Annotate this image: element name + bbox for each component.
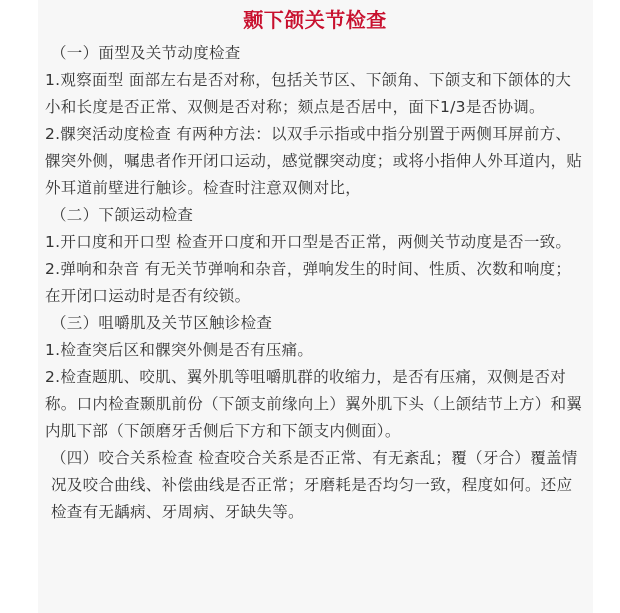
article (45, 0, 585, 526)
paragraph-occlusion-check: （四）咬合关系检查 检查咬合关系是否正常、有无紊乱；覆（牙合）覆盖情况及咬合曲线、补偿曲线是否正常；牙磨耗是否均匀一致，程度如何。还应检查有无龋病、牙周病、牙缺失等。 (51, 449, 578, 521)
section-heading-palpation: （三）咀嚼肌及关节区触诊检查 (51, 314, 273, 332)
article-title: 颞下颌关节检查 (243, 8, 387, 32)
section-heading-mandibular-movement: （二）下颌运动检查 (51, 206, 194, 224)
paragraph-tenderness: 1.检查突后区和髁突外侧是否有压痛。 (45, 341, 314, 359)
paragraph-face-observation: 1.观察面型 面部左右是否对称，包括关节区、下颌角、下颌支和下颌体的大小和长度是否正常、双侧是否对称；颏点是否居中，面下1/3是否协调。 (45, 71, 572, 116)
section-heading-face-and-joint-mobility: （一）面型及关节动度检查 (51, 44, 241, 62)
paragraph-condyle-mobility: 2.髁突活动度检查 有两种方法：以双手示指或中指分别置于两侧耳屏前方、髁突外侧，嘱患者作开闭口运动，感觉髁突动度；或将小指伸人外耳道内，贴外耳道前壁进行触诊。检查时注意双侧对比， (45, 125, 583, 197)
paragraph-mouth-opening: 1.开口度和开口型 检查开口度和开口型是否正常，两侧关节动度是否一致。 (45, 233, 572, 251)
paragraph-clicking-and-noise: 2.弹响和杂音 有无关节弹响和杂音，弹响发生的时间、性质、次数和响度；在开闭口运动时是否有绞锁。 (45, 260, 572, 305)
paragraph-masticatory-muscles: 2.检查题肌、咬肌、翼外肌等咀嚼肌群的收缩力，是否有压痛，双侧是否对称。口内检查颞肌前份（下颌支前缘向上）翼外肌下头（上颌结节上方）和翼内肌下部（下颌磨牙舌侧后下方和下颌支内侧面）。 (45, 368, 583, 440)
